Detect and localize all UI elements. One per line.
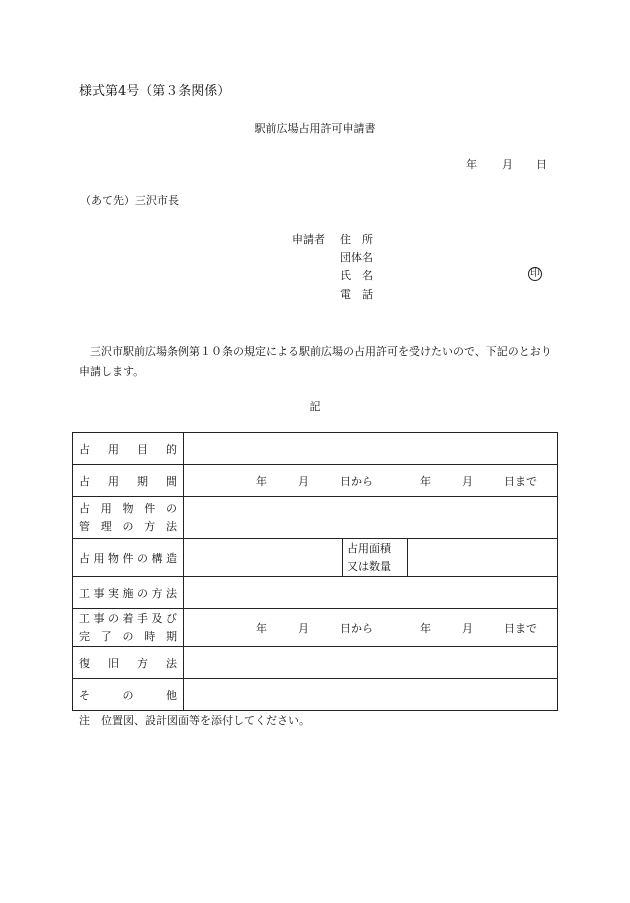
schedule-to-year: 年 [420,621,431,635]
schedule-from-month: 月 [298,621,309,635]
row-method [73,577,558,609]
date-day: 日 [536,158,547,171]
label-restore [73,647,184,679]
schedule-to-month: 月 [462,621,473,635]
applicant-name-label: 氏 名 [340,269,373,282]
attachment-note: 注 位置図、設計図面等を添付してください。 [79,714,310,727]
label-schedule [73,609,184,647]
row-period [73,465,558,497]
request-body-text: 三沢市駅前広場条例第１０条の規定による駅前広場の占用許可を受けたいので、下記のとおり申請します。 [79,345,552,378]
label-other-text: そ の 他 [79,688,177,702]
addressee: （あて先）三沢市長 [80,194,179,207]
row-schedule [73,609,558,647]
seal-mark: 印 [530,268,540,279]
label-purpose [73,433,184,465]
label-area-line2: 又は数量 [347,559,391,573]
application-detail-table [72,432,558,711]
period-to-month: 月 [462,474,473,488]
period-from-day: 日から [340,474,373,488]
label-method-text: 工 事 実 施 の 方 法 [79,586,177,600]
applicant-label: 申請者 [292,233,325,246]
label-period [73,465,184,497]
period-to-year: 年 [420,474,431,488]
label-purpose-text: 占 用 目 的 [79,442,177,456]
date-year: 年 [466,158,477,171]
period-to-day: 日まで [504,474,537,488]
period-from-year: 年 [256,474,267,488]
label-area [343,539,408,577]
value-restore [184,647,558,679]
schedule-from-year: 年 [256,621,267,635]
row-structure [73,539,558,577]
label-structure [73,539,184,577]
value-purpose [184,433,558,465]
schedule-from-day: 日から [340,621,373,635]
value-period [184,465,558,497]
application-date [466,156,547,172]
label-method [73,577,184,609]
value-other [184,679,558,711]
label-restore-text: 復 旧 方 法 [79,656,177,670]
date-month: 月 [502,158,513,171]
label-management [73,497,184,539]
label-other [73,679,184,711]
applicant-address-label: 住 所 [340,233,373,246]
schedule-range [184,620,557,636]
label-schedule-line1: 工 事 の 着 手 及 び [79,611,177,625]
applicant-organization-label: 団体名 [340,251,373,264]
label-structure-text: 占 用 物 件 の 構 造 [79,551,177,565]
label-period-text: 占 用 期 間 [79,474,177,488]
value-structure [184,539,343,577]
applicant-phone-label: 電 話 [340,288,373,301]
value-schedule [184,609,558,647]
label-management-line1: 占 用 物 件 の [79,501,177,515]
row-management [73,497,558,539]
row-purpose [73,433,558,465]
form-number: 様式第4号（第３条関係） [79,84,231,99]
label-management-line2: 管 理 の 方 法 [79,519,177,533]
value-management [184,497,558,539]
label-area-line1: 占用面積 [347,541,391,555]
row-other [73,679,558,711]
period-from-month: 月 [298,474,309,488]
ki-heading: 記 [309,400,321,413]
document-title: 駅前広場占用許可申請書 [254,122,376,135]
schedule-to-day: 日まで [504,621,537,635]
value-area [408,539,558,577]
label-schedule-line2: 完 了 の 時 期 [79,629,177,643]
period-range [184,473,557,489]
row-restore [73,647,558,679]
value-method [184,577,558,609]
